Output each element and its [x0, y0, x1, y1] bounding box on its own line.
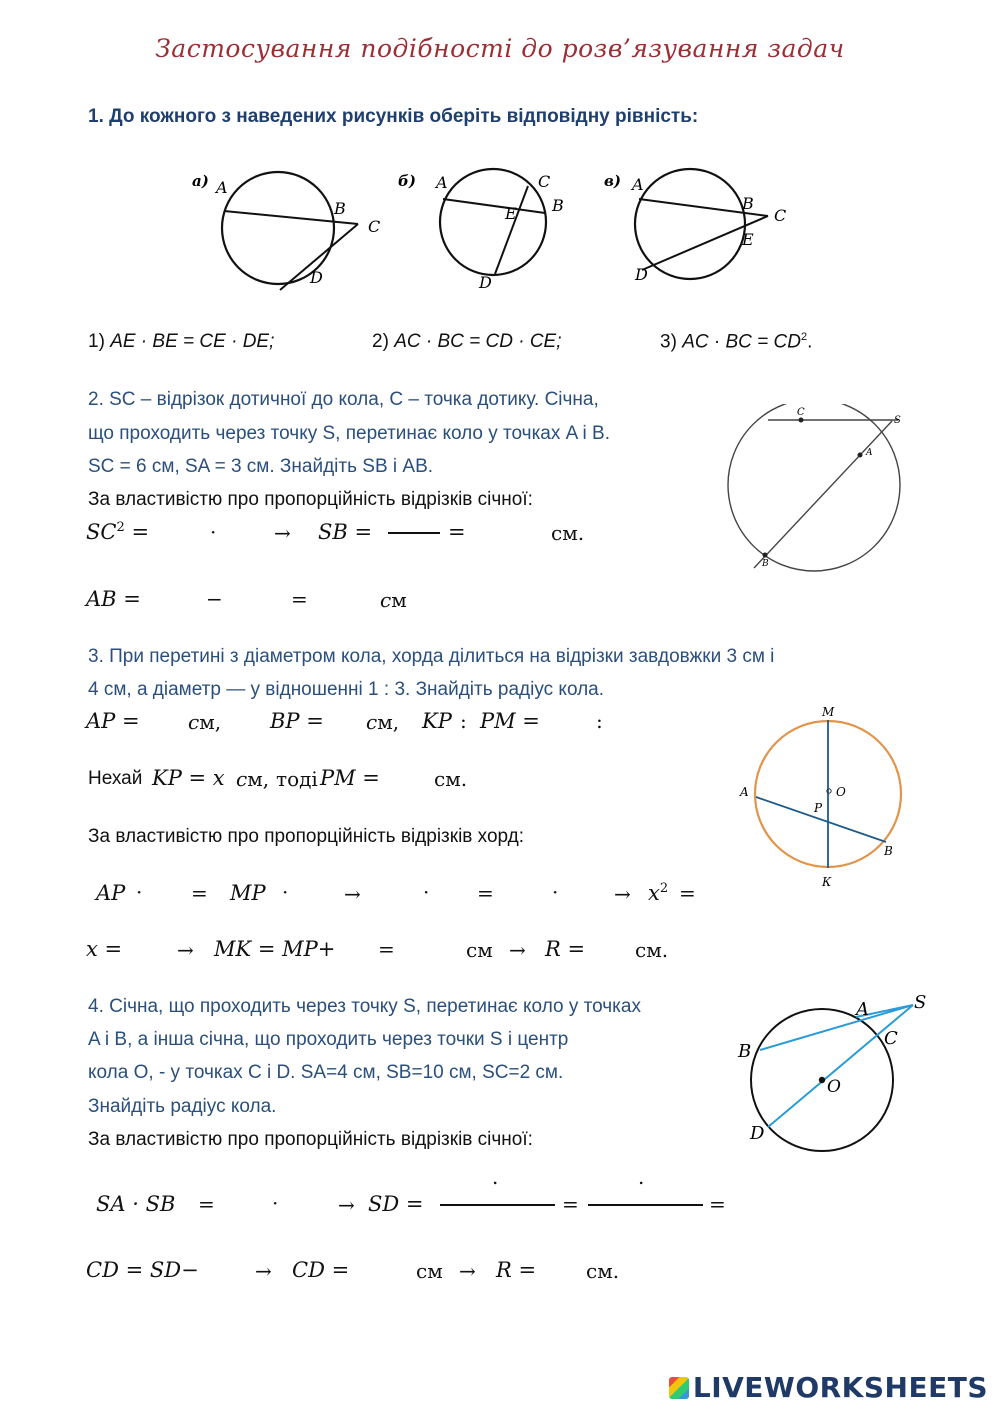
q2-line-3: SC = 6 см, SA = 3 см. Знайдіть SB і AB. — [88, 456, 434, 477]
q3-chord-dot-3: · — [423, 880, 430, 904]
q3-fig-label-p: P — [814, 801, 823, 815]
q3-colon-2: : — [596, 709, 603, 733]
q2-property: За властивістю про пропорційність відрізків січної: — [88, 489, 533, 510]
q3-blank-x-squared[interactable] — [704, 881, 748, 909]
q2-blank-1[interactable] — [160, 520, 205, 548]
q2-arrow: → — [274, 521, 291, 545]
q3-blank-ratio-2[interactable] — [608, 709, 652, 737]
figure-a-tag: а) — [192, 172, 209, 190]
q3-bp-label: BP = — [270, 709, 324, 733]
q3-line-1: 3. При перетині з діаметром кола, хорда ділиться на відрізки завдовжки 3 см і — [88, 646, 775, 667]
q4-num-dot-1: . — [492, 1165, 499, 1189]
q4-line-3: кола O, - у точках C і D. SA=4 см, SB=10 см, SC=2 см. — [88, 1062, 564, 1083]
q4-fig-label-a: A — [856, 999, 869, 1020]
q4-arrow: → — [338, 1193, 355, 1217]
q3-figure — [734, 700, 914, 895]
figure-a-label-a: A — [216, 178, 228, 197]
q3-let-pm-unit: см. — [434, 767, 468, 791]
figure-c — [604, 169, 786, 284]
q3-x-label: x = — [86, 937, 123, 961]
q3-let-unit-m: м, — [247, 767, 270, 791]
q2-fig-label-s: S — [894, 415, 901, 426]
q2-line-1: 2. SC – відрізок дотичної до кола, C – точка дотику. Січна, — [88, 389, 599, 410]
q3-r-unit: см. — [635, 938, 669, 962]
q4-fig-label-b: B — [738, 1041, 752, 1062]
q3-blank-ap[interactable] — [150, 709, 186, 737]
q3-let-unit-c: с — [236, 767, 248, 791]
q4-fig-label-d: D — [750, 1123, 765, 1144]
q3-ap-unit-c: с — [188, 710, 200, 734]
q3-blank-bp[interactable] — [334, 709, 364, 737]
figure-b-label-c: C — [538, 172, 551, 191]
figure-b-label-e: E — [505, 204, 517, 223]
q3-blank-chord-4[interactable] — [434, 881, 474, 909]
q2-sb-label: SB = — [318, 520, 373, 544]
figure-a-label-d: D — [310, 268, 323, 287]
q4-fraction-1-denominator[interactable] — [460, 1210, 540, 1236]
q2-ab-label: AB = — [86, 587, 141, 611]
q4-blank-1[interactable] — [224, 1192, 268, 1220]
q3-blank-chord-6[interactable] — [564, 881, 608, 909]
q1-figures — [180, 150, 800, 300]
q4-figure — [730, 990, 940, 1160]
q3-chord-eq-3: = — [679, 881, 696, 905]
q4-cd-label-2: CD = — [292, 1258, 350, 1282]
q3-fig-label-b: B — [884, 844, 893, 858]
q4-blank-2[interactable] — [284, 1192, 328, 1220]
q3-fig-label-o: O — [836, 785, 846, 799]
q3-mk-unit: см — [466, 938, 493, 962]
q3-r-label: R = — [545, 937, 586, 961]
figure-c-label-d: D — [635, 265, 648, 284]
q2-dot: · — [210, 520, 217, 544]
q2-fig-label-a: A — [866, 448, 873, 458]
q2-unit: см. — [551, 521, 585, 545]
q4-line-4: Знайдіть радіус кола. — [88, 1096, 277, 1117]
page-title: Застосування подібності до розв’язування задач — [155, 34, 845, 63]
q2-figure — [720, 404, 940, 574]
figure-c-label-e: E — [742, 230, 754, 249]
q3-chord-dot: · — [136, 880, 143, 904]
q4-blank-sd-result[interactable] — [734, 1192, 790, 1220]
q4-sa-sb: SA · SB — [96, 1192, 176, 1216]
q3-blank-chord-2[interactable] — [294, 881, 336, 909]
q2-blank-ab-2[interactable] — [228, 587, 283, 615]
figure-c-tag: в) — [604, 172, 621, 190]
q3-blank-chord-1[interactable] — [148, 881, 184, 909]
q2-blank-ab-result[interactable] — [316, 587, 374, 615]
q3-chord-x-sup: 2 — [659, 881, 669, 896]
q3-blank-chord-3[interactable] — [374, 881, 418, 909]
q1-eq3-sup: 2 — [800, 331, 808, 343]
q3-blank-chord-5[interactable] — [502, 881, 548, 909]
q3-ap-unit-m: м, — [199, 710, 222, 734]
q4-blank-cd-sub[interactable] — [208, 1258, 248, 1286]
q1-heading: 1. До кожного з наведених рисунків оберіть відповідну рівність: — [88, 106, 699, 127]
q1-equality-1[interactable] — [88, 331, 274, 353]
q4-fraction-2-denominator[interactable] — [606, 1210, 686, 1236]
q4-fraction-2-numerator-left[interactable] — [588, 1168, 634, 1194]
q3-chord-dot-4: · — [552, 880, 559, 904]
q4-num-dot-2: . — [638, 1165, 645, 1189]
q4-fraction-1-numerator-right[interactable] — [502, 1168, 552, 1194]
q4-cd-unit: см — [416, 1259, 443, 1283]
q1-eq2-number: 2) — [372, 331, 389, 352]
figure-a-label-c: C — [368, 217, 381, 236]
q3-chord-arrow-2: → — [614, 882, 631, 906]
q4-sd-label: SD = — [368, 1192, 424, 1216]
q3-chord-arrow: → — [344, 882, 361, 906]
q4-fig-label-c: C — [884, 1028, 898, 1049]
q3-property: За властивістю про пропорційність відрізків хорд: — [88, 826, 525, 847]
q3-mk-arrow: → — [509, 938, 526, 962]
figure-b-tag: б) — [398, 172, 416, 190]
q3-mk-eq: = — [378, 937, 395, 961]
q2-eq-sign: = — [131, 520, 150, 544]
q2-sc-squared — [86, 520, 149, 544]
q1-equality-2[interactable] — [372, 331, 562, 353]
q3-blank-ratio-1[interactable] — [548, 709, 592, 737]
liveworksheets-logo-text: LIVEWORKSHEETS — [692, 1371, 988, 1404]
q3-kp-label: KP — [422, 709, 452, 733]
q4-arrow-2: → — [255, 1259, 272, 1283]
q2-sc: SC — [86, 520, 117, 544]
q4-fig-label-o: O — [827, 1077, 841, 1097]
figure-c-label-c: C — [774, 206, 787, 225]
q2-ab-unit — [380, 588, 407, 612]
q4-cd-label: CD = SD− — [86, 1258, 199, 1282]
q4-fraction-1-numerator-left[interactable] — [440, 1168, 488, 1194]
q3-blank-mk-add[interactable] — [340, 937, 374, 965]
q4-blank-r[interactable] — [544, 1258, 582, 1286]
q3-let-prefix: Нехай — [88, 768, 143, 789]
figure-b-label-d: D — [479, 273, 492, 292]
q4-fraction-2-numerator-right[interactable] — [648, 1168, 698, 1194]
q1-equality-3[interactable] — [660, 331, 812, 353]
q4-line-2: A і B, а інша січна, що проходить через точки S і центр — [88, 1029, 569, 1050]
q2-fraction-numerator[interactable] — [388, 500, 440, 526]
q3-chord-ap: AP — [96, 881, 126, 905]
q3-bp-unit-m: м, — [377, 710, 400, 734]
q3-fig-label-a: A — [740, 785, 749, 799]
q4-fraction-line-1 — [440, 1204, 555, 1206]
q3-chord-mp: MP — [230, 881, 266, 905]
figure-c-label-b: B — [742, 194, 754, 213]
q3-let-then: тоді — [276, 767, 318, 791]
figure-b-label-b: B — [552, 196, 564, 215]
q2-ab-unit-c: с — [380, 588, 392, 612]
q2-blank-sb-result[interactable] — [478, 520, 543, 548]
q3-chord-dot-2: · — [282, 880, 289, 904]
q2-minus: − — [206, 587, 223, 611]
q4-eq-sign: = — [198, 1192, 215, 1216]
q3-blank-x[interactable] — [130, 937, 170, 965]
q2-fig-label-b: B — [762, 559, 769, 569]
q4-dot: · — [272, 1191, 279, 1215]
q2-eq-sign-2: = — [448, 520, 466, 544]
q3-bp-unit-c: с — [366, 710, 378, 734]
figure-a — [192, 172, 380, 290]
q4-fig-label-s: S — [914, 992, 927, 1013]
q3-blank-pm[interactable] — [388, 766, 430, 794]
liveworksheets-logo[interactable] — [669, 1371, 988, 1404]
q2-eq-sign-3: = — [291, 587, 308, 611]
q1-eq1-text: AE · BE = CE · DE; — [110, 331, 275, 352]
q4-property: За властивістю про пропорційність відрізків січної: — [88, 1129, 533, 1150]
q3-chord-x: x — [648, 881, 660, 905]
q3-ap-label: AP = — [86, 709, 140, 733]
q4-eq-sign-3: = — [709, 1192, 726, 1216]
q2-blank-ab-1[interactable] — [150, 587, 200, 615]
q2-blank-2[interactable] — [222, 520, 267, 548]
figure-c-label-a: A — [632, 175, 644, 194]
q4-fraction-line-2 — [588, 1204, 703, 1206]
q3-fig-label-k: К — [822, 875, 832, 889]
q4-r-unit: см. — [586, 1259, 620, 1283]
q1-eq3-number: 3) — [660, 331, 677, 353]
q3-chord-eq: = — [191, 881, 208, 905]
q3-x-arrow: → — [177, 938, 194, 962]
q3-ap-unit — [188, 710, 221, 734]
q3-let-kp: KP = x — [152, 766, 225, 790]
q3-blank-r[interactable] — [592, 937, 630, 965]
q3-blank-mk[interactable] — [404, 937, 460, 965]
q2-sc-sup: 2 — [116, 520, 125, 535]
q4-blank-cd[interactable] — [358, 1258, 410, 1286]
q3-chord-x2 — [648, 881, 668, 905]
q1-eq3-text: AC · BC = CD — [682, 331, 801, 353]
figure-b — [398, 169, 564, 292]
q3-bp-unit — [366, 710, 399, 734]
q3-mk-label: MK = MP+ — [214, 937, 336, 961]
q3-pm-label: PM = — [480, 709, 540, 733]
q4-eq-sign-2: = — [562, 1192, 579, 1216]
q3-let-pm: PM = — [320, 766, 380, 790]
figure-a-label-b: B — [334, 199, 346, 218]
q2-fig-label-c: C — [797, 407, 805, 418]
q3-line-2: 4 см, а діаметр — у відношенні 1 : 3. Знайдіть радіус кола. — [88, 679, 605, 700]
q3-fig-label-m: M — [822, 705, 835, 719]
q2-fraction-denominator[interactable] — [388, 538, 440, 564]
q1-eq1-number: 1) — [88, 331, 105, 352]
q3-chord-eq-2: = — [477, 881, 494, 905]
liveworksheets-logo-icon — [669, 1377, 689, 1399]
q1-eq3-end: . — [807, 331, 813, 353]
q2-fraction-line — [388, 532, 440, 534]
q2-ab-unit-m: м — [391, 588, 407, 612]
q4-r-label: R = — [496, 1258, 537, 1282]
q3-colon: : — [460, 709, 467, 733]
q2-line-2: що проходить через точку S, перетинає коло у точках A і B. — [88, 423, 611, 444]
figure-b-label-a: A — [436, 173, 448, 192]
q4-arrow-3: → — [459, 1259, 476, 1283]
q1-eq2-text: AC · BC = CD · CE; — [394, 331, 562, 352]
q3-let-unit — [236, 767, 269, 791]
q4-line-1: 4. Січна, що проходить через точку S, перетинає коло у точках — [88, 996, 641, 1017]
